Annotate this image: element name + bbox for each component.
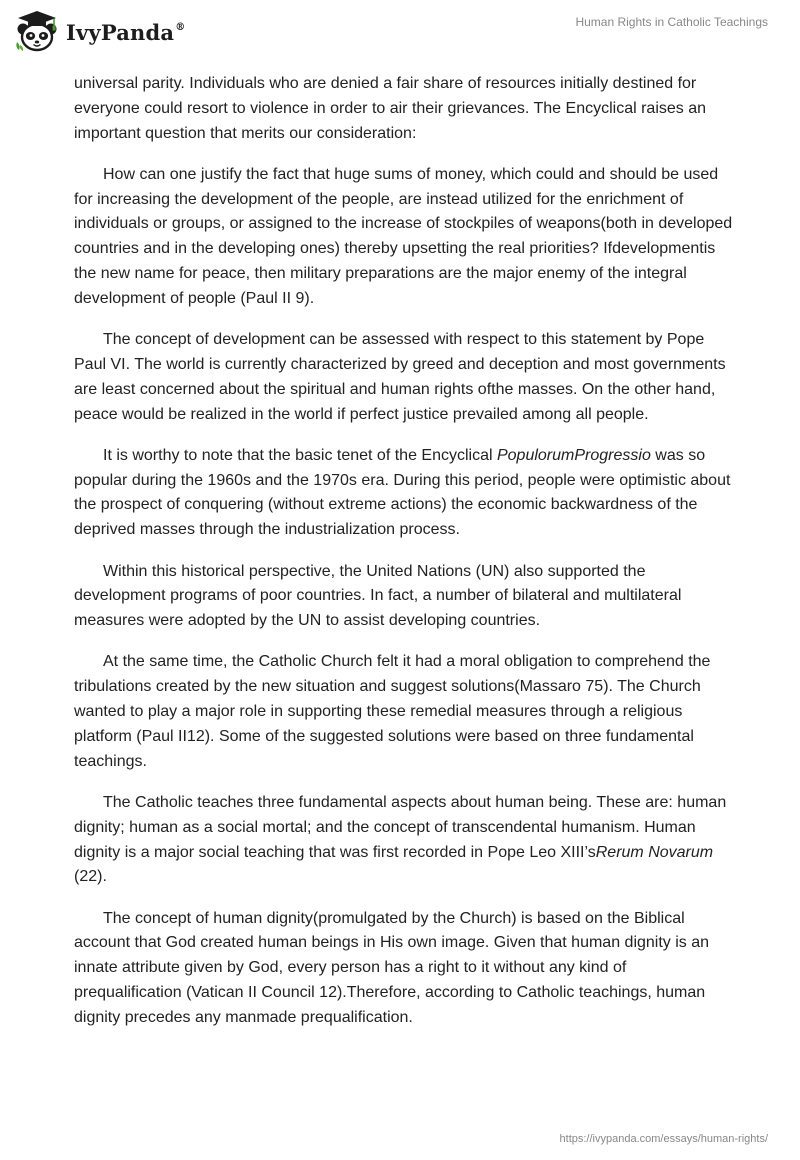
paragraph-4: It is worthy to note that the basic tenet of the Encyclical PopulorumProgressio was so popular during the 1960s and the 1970s era. During this period, people were optimistic about the prospect of conquering (without extreme actions) the economic backwardness of the deprived masses through the industrialization process. xyxy=(74,446,731,539)
paragraph-1: universal parity. Individuals who are denied a fair share of resources initially destined for everyone could resort to violence in order to air their grievances. The Encyclical raises an important question that merits our consideration: xyxy=(74,75,707,142)
rerum-novarum-title: Rerum Novarum xyxy=(595,843,714,861)
paragraph-3: The concept of development can be assessed with respect to this statement by Pope Paul VI. The world is currently characterized by greed and deception and most governments are least concerned about the spiritual and human rights ofthe masses. On the other hand, peace would be realized in the world if perfect justice prevailed among all people. xyxy=(74,331,726,423)
page-header xyxy=(0,0,800,70)
paragraph-8: The concept of human dignity(promulgated by the Church) is based on the Biblical account that God created human beings in His own image. Given that human dignity is an innate attribute given by God, every person has a right to it without any kind of prequalification (Vatican II Council 12).Therefore, according to Catholic teachings, human dignity precedes any manmade prequalification. xyxy=(74,909,710,1026)
brand-name: IvyPanda® xyxy=(66,19,186,45)
encyclical-title: PopulorumProgressio xyxy=(496,446,651,464)
paragraph-6: At the same time, the Catholic Church felt it had a moral obligation to comprehend the tribulations created by the new situation and suggest solutions(Massaro 75). The Church wanted to play a major role in supporting these remedial measures through a religious platform (Paul II12). Some of the suggested solutions were based on three fundamental teachings. xyxy=(74,653,711,770)
paragraph-7: The Catholic teaches three fundamental aspects about human being. These are: human dignity; human as a social mortal; and the concept of transcendental humanism. Human dignity is a major social teaching that was first recorded in Pope Leo XIII’sRerum Novarum (22). xyxy=(74,793,727,886)
paragraph-5: Within this historical perspective, the United Nations (UN) also supported the development programs of poor countries. In fact, a number of bilateral and multilateral measures were adopted by the UN to assist developing countries. xyxy=(74,562,682,630)
essay-body xyxy=(74,72,734,1047)
source-url[interactable]: https://ivypanda.com/essays/human-rights/ xyxy=(559,1133,768,1145)
document-title: Human Rights in Catholic Teachings xyxy=(575,15,768,29)
paragraph-2-quote: How can one justify the fact that huge sums of money, which could and should be used for increasing the development of the people, are instead utilized for the enrichment of individuals or groups, or assigned to the increase of stockpiles of weapons(both in developed countries and in the developing ones) thereby upsetting the real priorities? Ifdevelopmentis the new name for peace, then military preparations are the major enemy of the integral development of people (Paul II 9). xyxy=(74,165,733,307)
brand-logo[interactable] xyxy=(14,9,185,53)
panda-graduate-icon xyxy=(14,9,60,53)
